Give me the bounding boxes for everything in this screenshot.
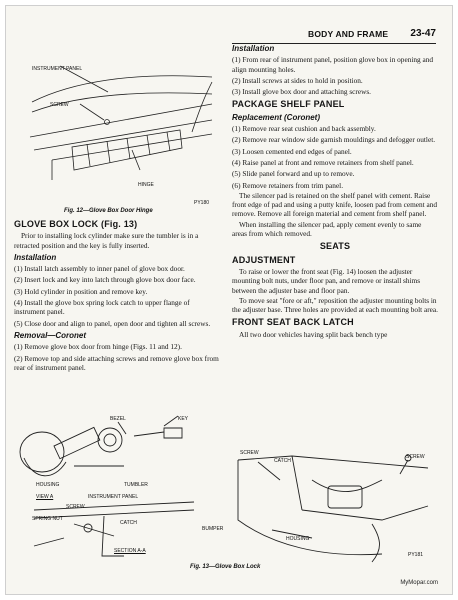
adjustment-paragraph: To raise or lower the front seat (Fig. 14) loosen the adjuster mounting bolt nuts, under floor pan, and remove or install shims between the adjuster base and floor pan. [232,266,421,295]
install-step: (4) Install the glove box spring lock catch to upper flange of instrument panel. [14,298,190,317]
watermark: MyMopar.com [400,580,438,586]
label-key: KEY [178,416,189,422]
label-screw: SCREW [50,102,69,108]
replacement-step: (5) Slide panel forward and up to remove. [232,169,355,179]
replacement-step: (6) Remove retainers from trim panel. [232,180,344,190]
adjustment-heading: ADJUSTMENT [232,254,296,265]
glove-box-lock-heading: GLOVE BOX LOCK (Fig. 13) [14,219,138,229]
install-step: (2) Install screws at sides to hold in position. [232,75,363,85]
removal-heading: Removal—Coronet [14,330,87,340]
label-housing: HOUSING [36,482,60,488]
section-title: BODY AND FRAME [308,29,389,39]
install-step: (5) Close door and align to panel, open door and tighten all screws. [14,318,211,328]
silencer-paragraph: When installing the silencer pad, apply cement evenly to same areas from which removed. [232,219,422,239]
package-shelf-heading: PACKAGE SHELF PANEL [232,99,345,110]
label-catch: CATCH [120,520,137,526]
replacement-step: (3) Loosen cemented end edges of panel. [232,146,352,156]
label-instrument-panel: INSTRUMENT PANEL [88,494,139,500]
replacement-step: (2) Remove rear window side garnish mouldings and defogger outlet. [232,135,436,145]
install-step: (1) Install latch assembly to inner panel of glove box door. [14,264,185,274]
label-section-a-a: SECTION A-A [114,548,146,554]
replacement-step: (4) Raise panel at front and remove retainers from shelf panel. [232,157,414,167]
page-header [306,28,436,42]
label-screw-left: SCREW [240,450,259,456]
intro-paragraph: Prior to installing lock cylinder make sure the tumbler is in a retracted position and the key is fully inserted. [14,231,199,250]
installation-heading: Installation [14,252,57,262]
label-catch: CATCH [274,458,291,464]
label-view-a: VIEW A [36,494,54,500]
label-screw-right: SCREW [406,454,425,460]
seats-heading: SEATS [319,241,351,252]
figure-code: PY180 [194,200,210,206]
replacement-heading: Replacement (Coronet) [232,112,321,122]
label-screw: SCREW [66,504,85,510]
silencer-paragraph: The silencer pad is retained on the shelf panel with cement. Raise front edge of pad and using a putty knife, loosen pad from cement and remove. Remove all foreign material and cement from shelf panel. [232,190,438,219]
label-housing: HOUSING [286,536,310,542]
label-spring-nut: SPRING NUT [32,516,63,522]
installation-heading: Installation [232,44,275,53]
install-step: (1) From rear of instrument panel, position glove box in opening and align mounting holes. [232,55,434,74]
removal-step: (2) Remove top and side attaching screws and remove glove box from rear of instrument panel. [14,353,219,372]
install-step: (2) Insert lock and key into latch through glove box door face. [14,275,196,285]
figure-13-caption: Fig. 13—Glove Box Lock [190,564,261,570]
glove-box-hinge-illustration [12,42,218,180]
right-column [232,42,438,340]
install-step: (3) Install glove box door and attaching screws. [232,87,372,97]
label-hinge: HINGE [138,182,154,188]
page-number: 23-47 [410,28,436,39]
install-step: (3) Hold cylinder in position and remove key. [14,286,148,296]
figure-12-caption: Fig. 12—Glove Box Door Hinge [64,208,153,214]
label-instrument-panel: INSTRUMENT PANEL [32,66,83,72]
replacement-step: (1) Remove rear seat cushion and back assembly. [232,124,376,134]
manual-page [6,6,452,594]
latch-paragraph: All two door vehicles having split back bench type [239,329,388,339]
removal-step: (1) Remove glove box door from hinge (Figs. 11 and 12). [14,342,182,352]
front-seat-back-latch-illustration [232,450,432,578]
label-bumper: BUMPER [202,526,224,532]
label-bezel: BEZEL [110,416,126,422]
adjustment-paragraph: To move seat "fore or aft," reposition the adjuster mounting bolts in the adjuster base. Three holes are provided at each mounting bolt area. [232,295,438,315]
label-tumbler: TUMBLER [124,482,148,488]
left-column [14,216,222,373]
front-seat-latch-heading: FRONT SEAT BACK LATCH [232,317,354,328]
figure-code: PY181 [408,552,424,558]
